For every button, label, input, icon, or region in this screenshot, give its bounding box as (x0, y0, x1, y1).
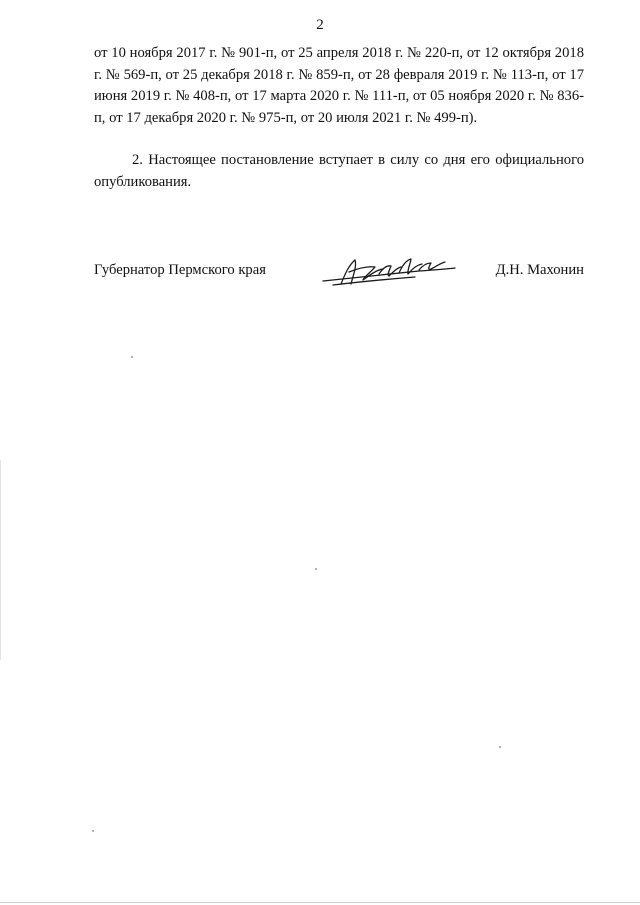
paragraph-continuation: от 10 ноября 2017 г. № 901-п, от 25 апреля 2018 г. № 220-п, от 12 октября 2018 г. № 569-п, от 25 декабря 2018 г. № 859-п, от 28 февраля 2019 г. № 113-п, от 17 июня 2019 г. № 408-п, от 17 марта 2020 г. № 111-п, от 05 ноября 2020 г. № 836-п, от 17 декабря 2020 г. № 975-п, от 20 июля 2021 г. № 499-п). (94, 45, 584, 126)
scan-speck (315, 568, 317, 570)
paragraph-item-2: 2. Настоящее постановление вступает в силу со дня его официального опубликования. (94, 152, 584, 190)
handwritten-signature-icon (319, 254, 459, 290)
scan-speck (499, 746, 501, 748)
page-number: 2 (316, 17, 324, 33)
signer-position: Губернатор Пермского края (94, 262, 266, 278)
signer-name: Д.Н. Махонин (495, 262, 584, 278)
scan-edge-shadow (0, 460, 1, 660)
signature-block (94, 254, 584, 294)
scan-speck (131, 356, 133, 358)
scan-speck (92, 830, 94, 832)
scan-bottom-edge (0, 902, 640, 903)
